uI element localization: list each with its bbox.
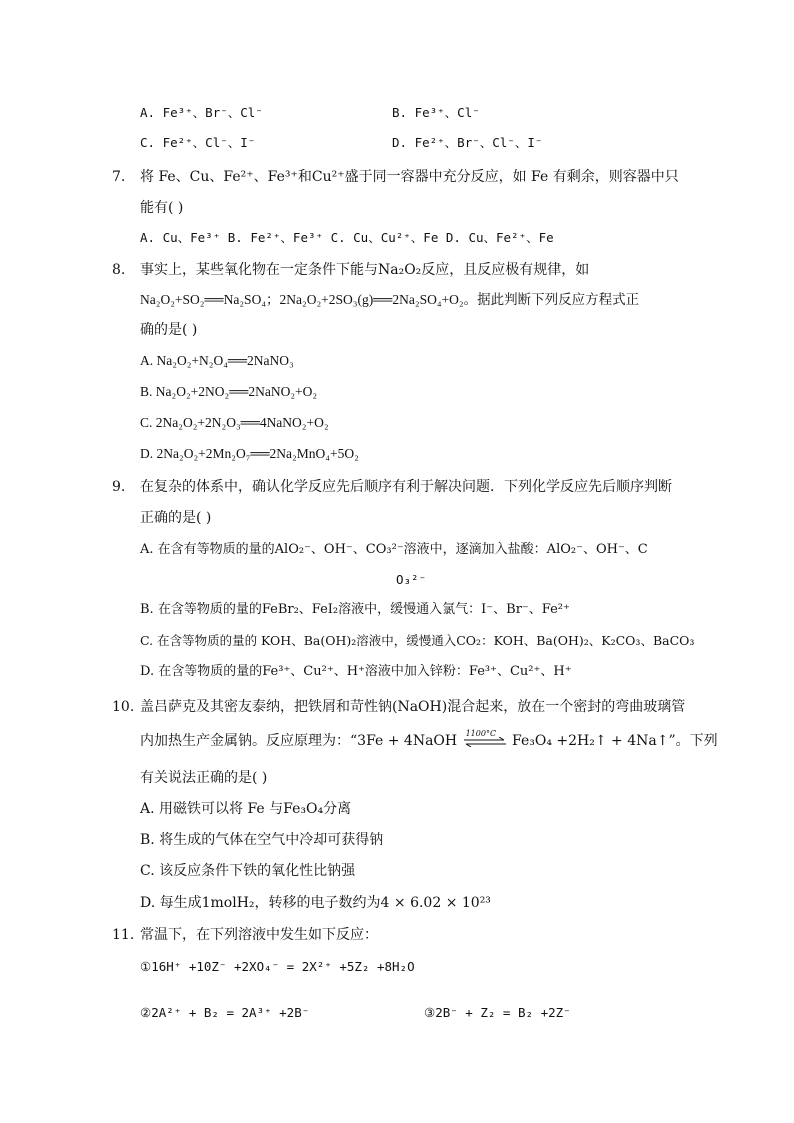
q8-stem-line3: 确的是( ) xyxy=(140,322,198,338)
q11-equation-3: ③2B⁻ + Z₂ = B₂ +2Z⁻ xyxy=(424,1005,571,1020)
q9-option-a-line2: O₃²⁻ xyxy=(396,572,427,587)
q7-stem-line1: 将 Fe、Cu、Fe²⁺、Fe³⁺和Cu²⁺盛于同一容器中充分反应，如 Fe 有剩余，则容器中只 xyxy=(140,169,679,185)
q10-option-c: C. 该反应条件下铁的氧化性比钠强 xyxy=(140,863,356,879)
q10-reaction-right: Fe₃O₄ +2H₂↑ + 4Na↑”。下列 xyxy=(512,733,718,749)
q6-option-c: C. Fe²⁺、Cl⁻、I⁻ xyxy=(140,135,256,150)
q9-option-c: C. 在含等物质的量的 KOH、Ba(OH)₂溶液中，缓慢通入CO₂：KOH、Ba(OH)₂、K₂CO₃、BaCO₃ xyxy=(140,633,695,648)
q8-stem-line1: 事实上，某些氧化物在一定条件下能与Na₂O₂反应，且反应极有规律，如 xyxy=(140,262,590,278)
q8-option-d: D. 2Na₂O₂+2Mn₂O₇══2Na₂MnO₄+5O₂ xyxy=(140,446,359,461)
q11-stem: 常温下，在下列溶液中发生如下反应： xyxy=(140,927,378,943)
q9-option-b: B. 在含等物质的量的FeBr₂、FeI₂溶液中，缓慢通入氯气：I⁻、Br⁻、Fe²⁺ xyxy=(140,602,570,617)
q10-option-b: B. 将生成的气体在空气中冷却可获得钠 xyxy=(140,832,384,848)
q8-option-c: C. 2Na₂O₂+2N₂O₃══4NaNO₂+O₂ xyxy=(140,415,329,430)
q7-options: A. Cu、Fe³⁺ B. Fe²⁺、Fe³⁺ C. Cu、Cu²⁺、Fe D. Cu、Fe²⁺、Fe xyxy=(140,230,554,245)
q9-option-a-line1: A. 在含有等物质的量的AlO₂⁻、OH⁻、CO₃²⁻溶液中，逐滴加入盐酸：AlO₂⁻、OH⁻、C xyxy=(140,542,648,557)
q10-stem-line1: 盖吕萨克及其密友泰纳，把铁屑和苛性钠(NaOH)混合起来，放在一个密封的弯曲玻璃管 xyxy=(140,699,686,715)
q9-option-d: D. 在含等物质的量的Fe³⁺、Cu²⁺、H⁺溶液中加入锌粉：Fe³⁺、Cu²⁺、H⁺ xyxy=(140,664,572,679)
q8-number: 8. xyxy=(112,262,126,278)
reaction-condition: 1100°C xyxy=(465,729,497,738)
q9-stem-line2: 正确的是( ) xyxy=(140,510,212,526)
q8-option-b: B. Na₂O₂+2NO₂══2NaNO₂+O₂ xyxy=(140,384,318,399)
q10-stem-line2 xyxy=(140,731,718,751)
q10-option-d: D. 每生成1molH₂，转移的电子数约为4 × 6.02 × 10²³ xyxy=(140,895,491,911)
q11-equation-2: ②2A²⁺ + B₂ = 2A³⁺ +2B⁻ xyxy=(140,1005,310,1020)
q10-reaction-left: 内加热生产金属钠。反应原理为：“3Fe + 4NaOH xyxy=(140,733,458,749)
q9-number: 9. xyxy=(112,479,126,495)
q10-number: 10. xyxy=(112,699,135,715)
q9-stem-line1: 在复杂的体系中，确认化学反应先后顺序有利于解决问题．下列化学反应先后顺序判断 xyxy=(140,479,672,495)
q8-stem-line2: Na₂O₂+SO₂══Na₂SO₄；2Na₂O₂+2SO₃(g)══2Na₂SO₄+O₂。据此判断下列反应方程式正 xyxy=(140,292,640,307)
q7-number: 7. xyxy=(112,169,126,185)
q10-option-a: A. 用磁铁可以将 Fe 与Fe₃O₄分离 xyxy=(140,801,352,817)
q8-option-a: A. Na₂O₂+N₂O₄══2NaNO₃ xyxy=(140,353,294,368)
q11-equation-1: ①16H⁺ +10Z⁻ +2XO₄⁻ = 2X²⁺ +5Z₂ +8H₂O xyxy=(140,959,415,974)
q6-option-b: B. Fe³⁺、Cl⁻ xyxy=(392,105,480,120)
q11-number: 11. xyxy=(112,927,135,943)
q7-stem-line2: 能有( ) xyxy=(140,200,184,216)
q10-stem-line3: 有关说法正确的是( ) xyxy=(140,770,268,786)
reversible-arrow-icon xyxy=(462,729,508,748)
q6-option-a: A. Fe³⁺、Br⁻、Cl⁻ xyxy=(140,105,263,120)
q6-option-d: D. Fe²⁺、Br⁻、Cl⁻、I⁻ xyxy=(392,135,543,150)
